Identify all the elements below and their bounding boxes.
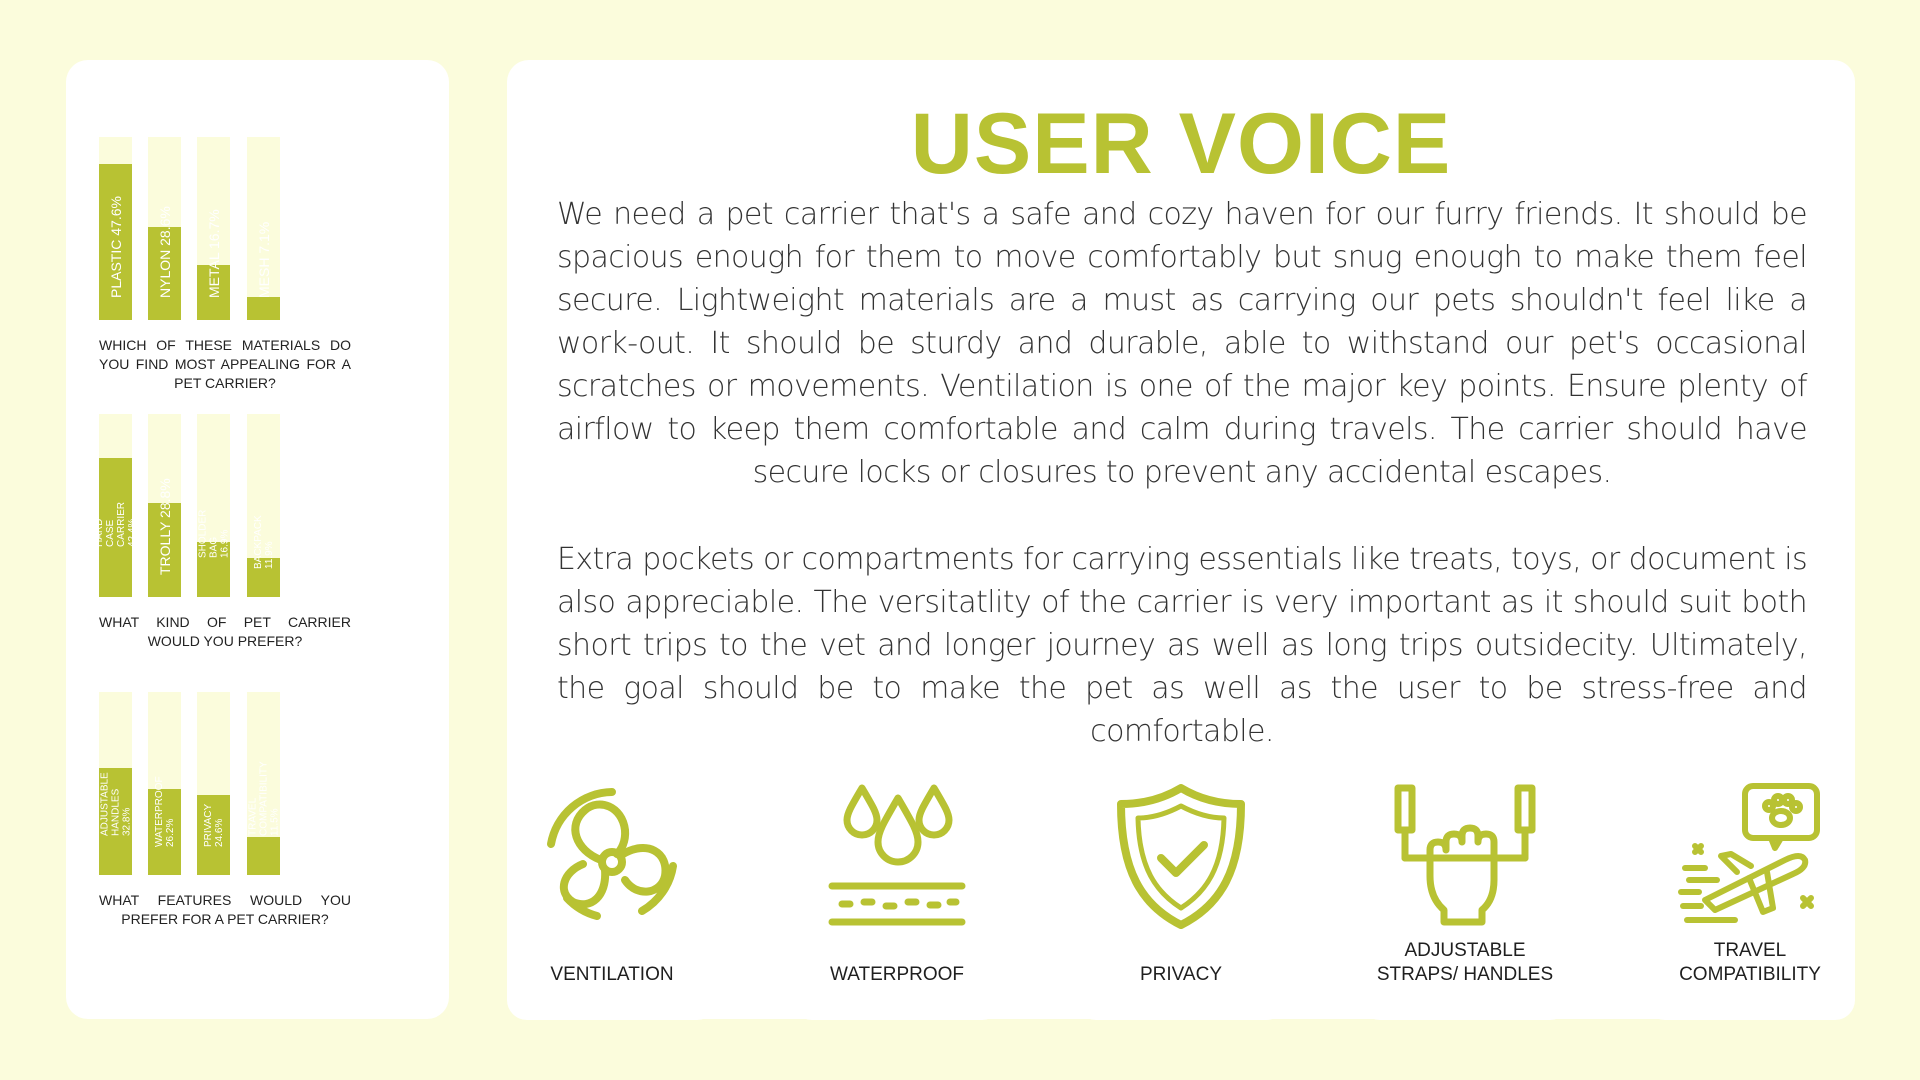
bar-nylon xyxy=(148,206,181,320)
features-chart-bars xyxy=(99,692,351,875)
carrier-type-question: WHAT KIND OF PET CARRIER WOULD YOU PREFER? xyxy=(99,614,351,649)
bar-waterproof xyxy=(148,776,181,875)
bar-track xyxy=(197,137,230,320)
bar-label: HARD CASE CARRIER 42.4% xyxy=(93,501,138,547)
bar-label: NYLON 28.6% xyxy=(156,206,173,298)
bar-privacy xyxy=(197,795,230,875)
bar-label: BACKPACK 11.9% xyxy=(252,515,275,569)
bar-track xyxy=(247,414,280,597)
bar-label: MESH 7.1% xyxy=(255,221,272,298)
bar-metal xyxy=(197,209,230,320)
feature-card-privacy xyxy=(1076,750,1286,1020)
water-drops-icon xyxy=(822,780,972,930)
bar-adjustable-handles xyxy=(99,768,132,875)
bar-track xyxy=(197,414,230,597)
bar-track xyxy=(197,692,230,875)
bar-label: METAL 16.7% xyxy=(205,209,222,298)
bar-track xyxy=(148,414,181,597)
materials-chart xyxy=(99,137,351,393)
carrier-type-chart xyxy=(93,414,351,651)
feature-card-adjustable-straps xyxy=(1360,750,1570,1020)
features-question: WHAT FEATURES WOULD YOU PREFER FOR A PET CARRIER? xyxy=(99,892,351,927)
feature-label-waterproof: WATERPROOF xyxy=(829,964,965,985)
bar-track xyxy=(148,137,181,320)
user-voice-paragraph-2: Extra pockets or compartments for carrying essentials like treats, toys, or document is also appreciable. The versitatlity of the carrier is very important as it should suit both short trips to the vet and longer journey as well as long trips outsidecity. Ultimately, the goal should be to make the pet as well as the user to be stress-free and comfortable. xyxy=(557,542,1807,749)
feature-card-ventilation xyxy=(507,750,717,1020)
bar-label: PRIVACY 24.6% xyxy=(202,804,225,847)
hand-grip-icon xyxy=(1390,780,1540,930)
bar-trolly xyxy=(148,478,181,597)
bar-plastic xyxy=(99,164,132,320)
bar-label: ADJUSTABLE HANDLES 32.8% xyxy=(99,772,132,836)
feature-card-waterproof xyxy=(792,750,1002,1020)
feature-label-privacy: PRIVACY xyxy=(1139,964,1222,985)
feature-card-travel-compatibility xyxy=(1645,750,1855,1020)
bar-label: SHOLDER BAG 16.9% xyxy=(197,509,230,558)
materials-question: WHICH OF THESE MATERIALS DO YOU FIND MOST APPEALING FOR A PET CARRIER? xyxy=(99,337,351,391)
carrier-type-chart-bars xyxy=(93,414,351,597)
bar-track xyxy=(99,137,132,320)
feature-label-adjustable-straps: ADJUSTABLE STRAPS/ HANDLES xyxy=(1376,940,1554,985)
bar-travel-compatibility xyxy=(247,761,280,875)
features-chart xyxy=(99,692,351,929)
bar-label: PLASTIC 47.6% xyxy=(107,196,124,298)
bar-track xyxy=(93,414,138,597)
bar-sholder-bag xyxy=(197,509,230,597)
bar-track xyxy=(99,692,132,875)
feature-label-travel-compatibility: TRAVEL COMPATIBILITY xyxy=(1679,940,1821,985)
bar-mesh xyxy=(247,221,280,320)
user-voice-paragraph-1: We need a pet carrier that's a safe and cozy haven for our furry friends. It should be spacious enough for them to move comfortably but snug enough to make them feel secure. Lightweight materials are a must as carrying our pets shouldn't feel like a work-out. It should be sturdy and durable, able to withstand our pet's occasional scratches or movements. Ventilation is one of the major key points. Ensure plenty of airflow to keep them comfortable and calm during travels. The carrier should have secure locks or closures to prevent any accidental escapes. xyxy=(557,197,1807,490)
bar-backpack xyxy=(247,515,280,597)
bar-label: TROLLY 28.8% xyxy=(156,478,173,575)
feature-label-ventilation: VENTILATION xyxy=(550,964,674,985)
bar-track xyxy=(148,692,181,875)
bar-label: TRAVEL COMPATIBILITY 11.5% xyxy=(247,761,280,836)
materials-chart-bars xyxy=(99,137,351,320)
bar-track xyxy=(247,692,280,875)
bar-track xyxy=(247,137,280,320)
fan-icon xyxy=(537,780,687,930)
bar-label: WATERPROOF 26.2% xyxy=(153,776,176,847)
bar-hard-case-carrier xyxy=(93,458,138,597)
page-title: USER VOICE xyxy=(910,96,1452,192)
plane-paw-icon xyxy=(1675,780,1825,930)
shield-check-icon xyxy=(1106,780,1256,930)
